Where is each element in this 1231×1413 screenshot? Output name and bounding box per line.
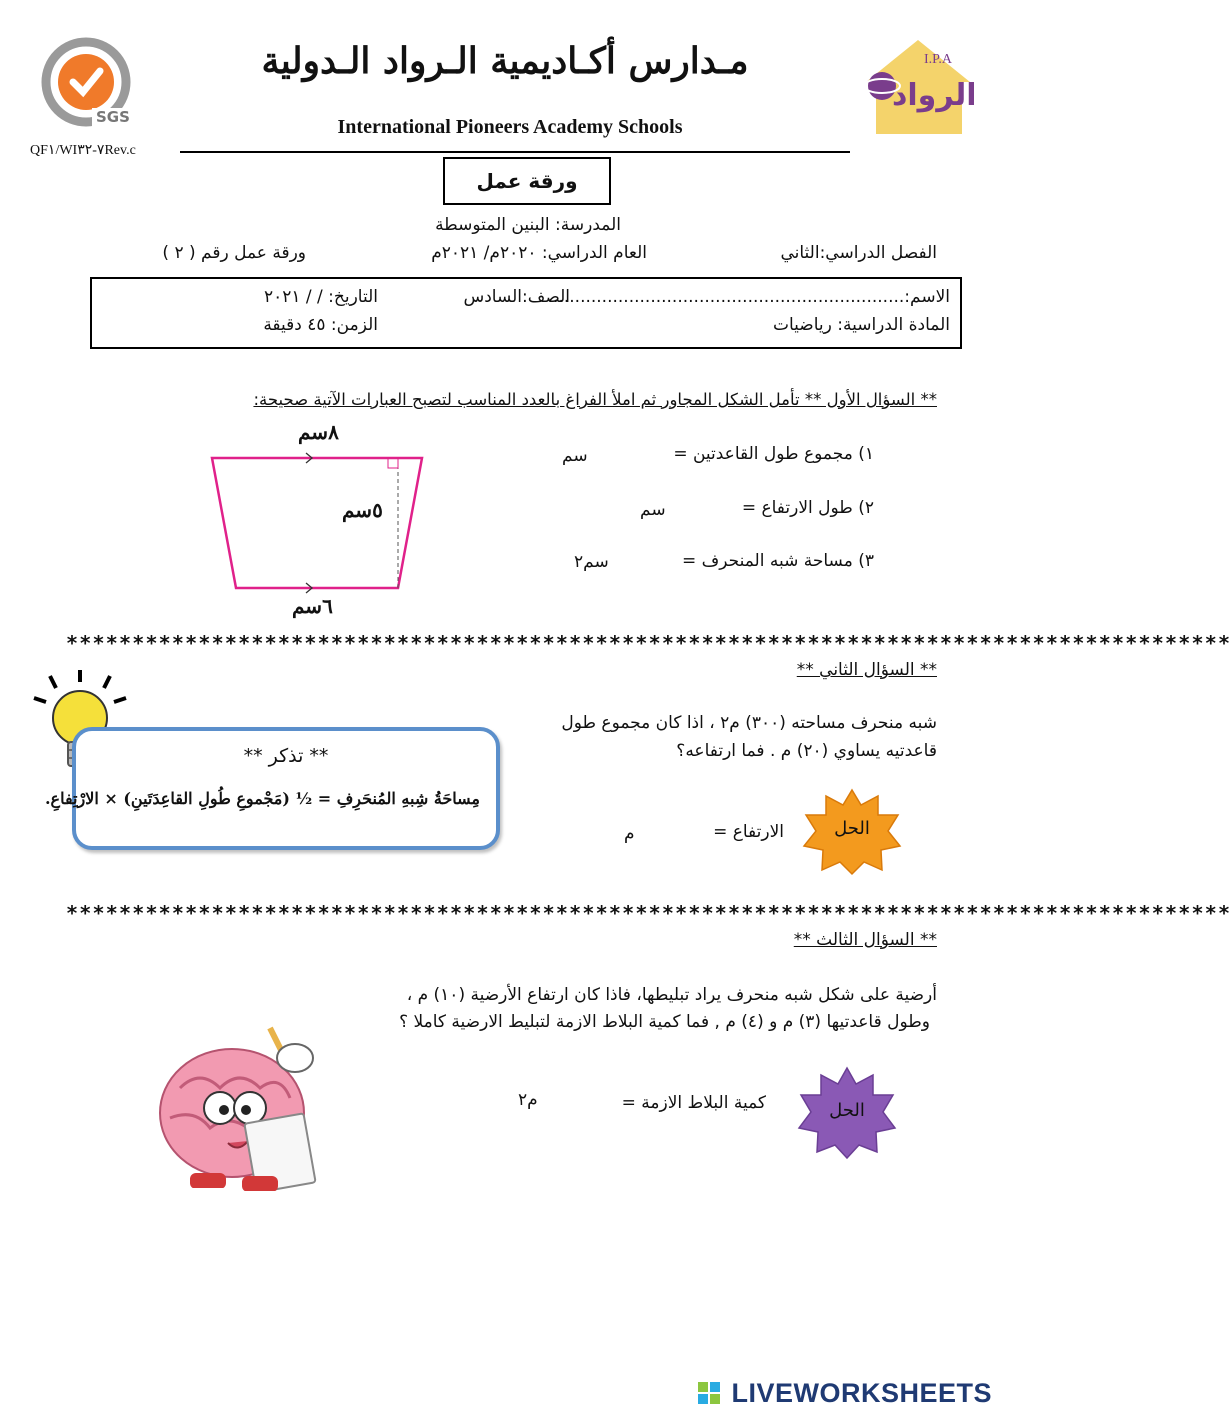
q2-answer-label: الارتفاع =: [713, 822, 784, 842]
name-field[interactable]: الاسم:..................................................................: [547, 287, 950, 307]
q1-item-1: ١) مجموع طول القاعدتين =: [673, 444, 874, 464]
q2-answer-unit: م: [624, 824, 635, 844]
bottom-base-label: ٦سم: [292, 594, 333, 618]
ipa-logo-text: الرواد: [892, 78, 977, 113]
q3-answer-label: كمية البلاط الازمة =: [621, 1093, 766, 1113]
worksheet-title: ورقة عمل: [443, 157, 611, 205]
certification-logo: [40, 38, 132, 130]
q3-solution-badge: [795, 1066, 899, 1160]
q2-solution-label: الحل: [834, 818, 870, 839]
ipa-logo: [858, 34, 978, 144]
date-field[interactable]: التاريخ: / / ٢٠٢١: [263, 287, 378, 307]
year-line: العام الدراسي: ٢٠٢٠م/ ٢٠٢١م: [431, 243, 647, 263]
sheet-number-line: ورقة عمل رقم ( ٢ ): [162, 243, 306, 263]
q1-answer-3[interactable]: [612, 549, 682, 575]
q3-heading: ** السؤال الثالث **: [793, 930, 937, 950]
time-field: الزمن: ٤٥ دقيقة: [263, 315, 378, 335]
separator-1: ****************************************************************************************: [66, 631, 1231, 655]
semester-line: الفصل الدراسي:الثاني: [780, 243, 937, 263]
remember-title: ** تذكر **: [243, 745, 329, 767]
trapezoid-figure: [200, 418, 440, 628]
top-base-label: ٨سم: [298, 420, 339, 444]
q2-solution-badge: [800, 788, 904, 876]
school-line: المدرسة: البنين المتوسطة: [435, 215, 621, 235]
q2-line-2: قاعدتيه يساوي (٢٠) م . فما ارتفاعه؟: [676, 741, 937, 761]
school-name-en: International Pioneers Academy Schools: [337, 116, 683, 138]
q3-solution-label: الحل: [829, 1100, 865, 1121]
height-label: ٥سم: [342, 498, 383, 522]
remember-box: [44, 727, 500, 850]
q1-heading: ** السؤال الأول ** تأمل الشكل المجاور ثم املأ الفراغ بالعدد المناسب لتصبح العبارات الآتية صحيحة:: [253, 390, 937, 409]
liveworksheets-icon: [698, 1382, 720, 1404]
student-info-box: [90, 277, 962, 349]
q1-item-2: ٢) طول الارتفاع =: [741, 498, 874, 518]
q2-heading: ** السؤال الثاني **: [796, 660, 937, 680]
q3-line-2: وطول قاعدتيها (٣) م و (٤) م , فما كمية البلاط الازمة لتبليط الارضية كاملا ؟: [399, 1012, 930, 1032]
q3-answer-input[interactable]: [546, 1090, 616, 1118]
q1-item-3: ٣) مساحة شبه المنحرف =: [681, 551, 874, 571]
cert-logo-label: SGS: [96, 108, 130, 126]
separator-2: ****************************************************************************************: [66, 901, 1231, 925]
q1-unit-3: سم٢: [574, 552, 609, 572]
q3-line-1: أرضية على شكل شبه منحرف يراد تبليطها، فاذا كان ارتفاع الأرضية (١٠) م ،: [406, 985, 937, 1005]
q1-answer-2[interactable]: [670, 496, 730, 522]
subject-field: المادة الدراسية: رياضيات: [772, 315, 950, 335]
trapezoid-area-formula: مِساحَةُ شِبهِ المُنحَرِفِ = ½ (مَجْموعِ طُولِ القاعِدَتَينِ) × الارْتِفاعِ.: [44, 789, 480, 808]
q1-unit-1: سم: [562, 446, 588, 466]
ipa-logo-label: I.P.A: [924, 52, 953, 67]
header-divider: [180, 151, 850, 153]
grade-field: الصف:السادس: [463, 287, 570, 307]
school-name-ar: مـدارس أكـاديمية الـرواد الـدولية: [261, 40, 749, 82]
document-code: QF١/WI٧-٣٢Rev.c: [30, 143, 136, 158]
brain-character-illustration: [150, 1018, 330, 1203]
q2-answer-input[interactable]: [640, 818, 700, 846]
q2-line-1: شبه منحرف مساحته (٣٠٠) م٢ ، اذا كان مجموع طول: [561, 713, 937, 733]
q3-answer-unit: م٢: [518, 1090, 538, 1110]
liveworksheets-brand[interactable]: LIVEWORKSHEETS: [731, 1378, 992, 1408]
q1-answer-1[interactable]: [596, 442, 666, 468]
q1-unit-2: سم: [640, 500, 666, 520]
